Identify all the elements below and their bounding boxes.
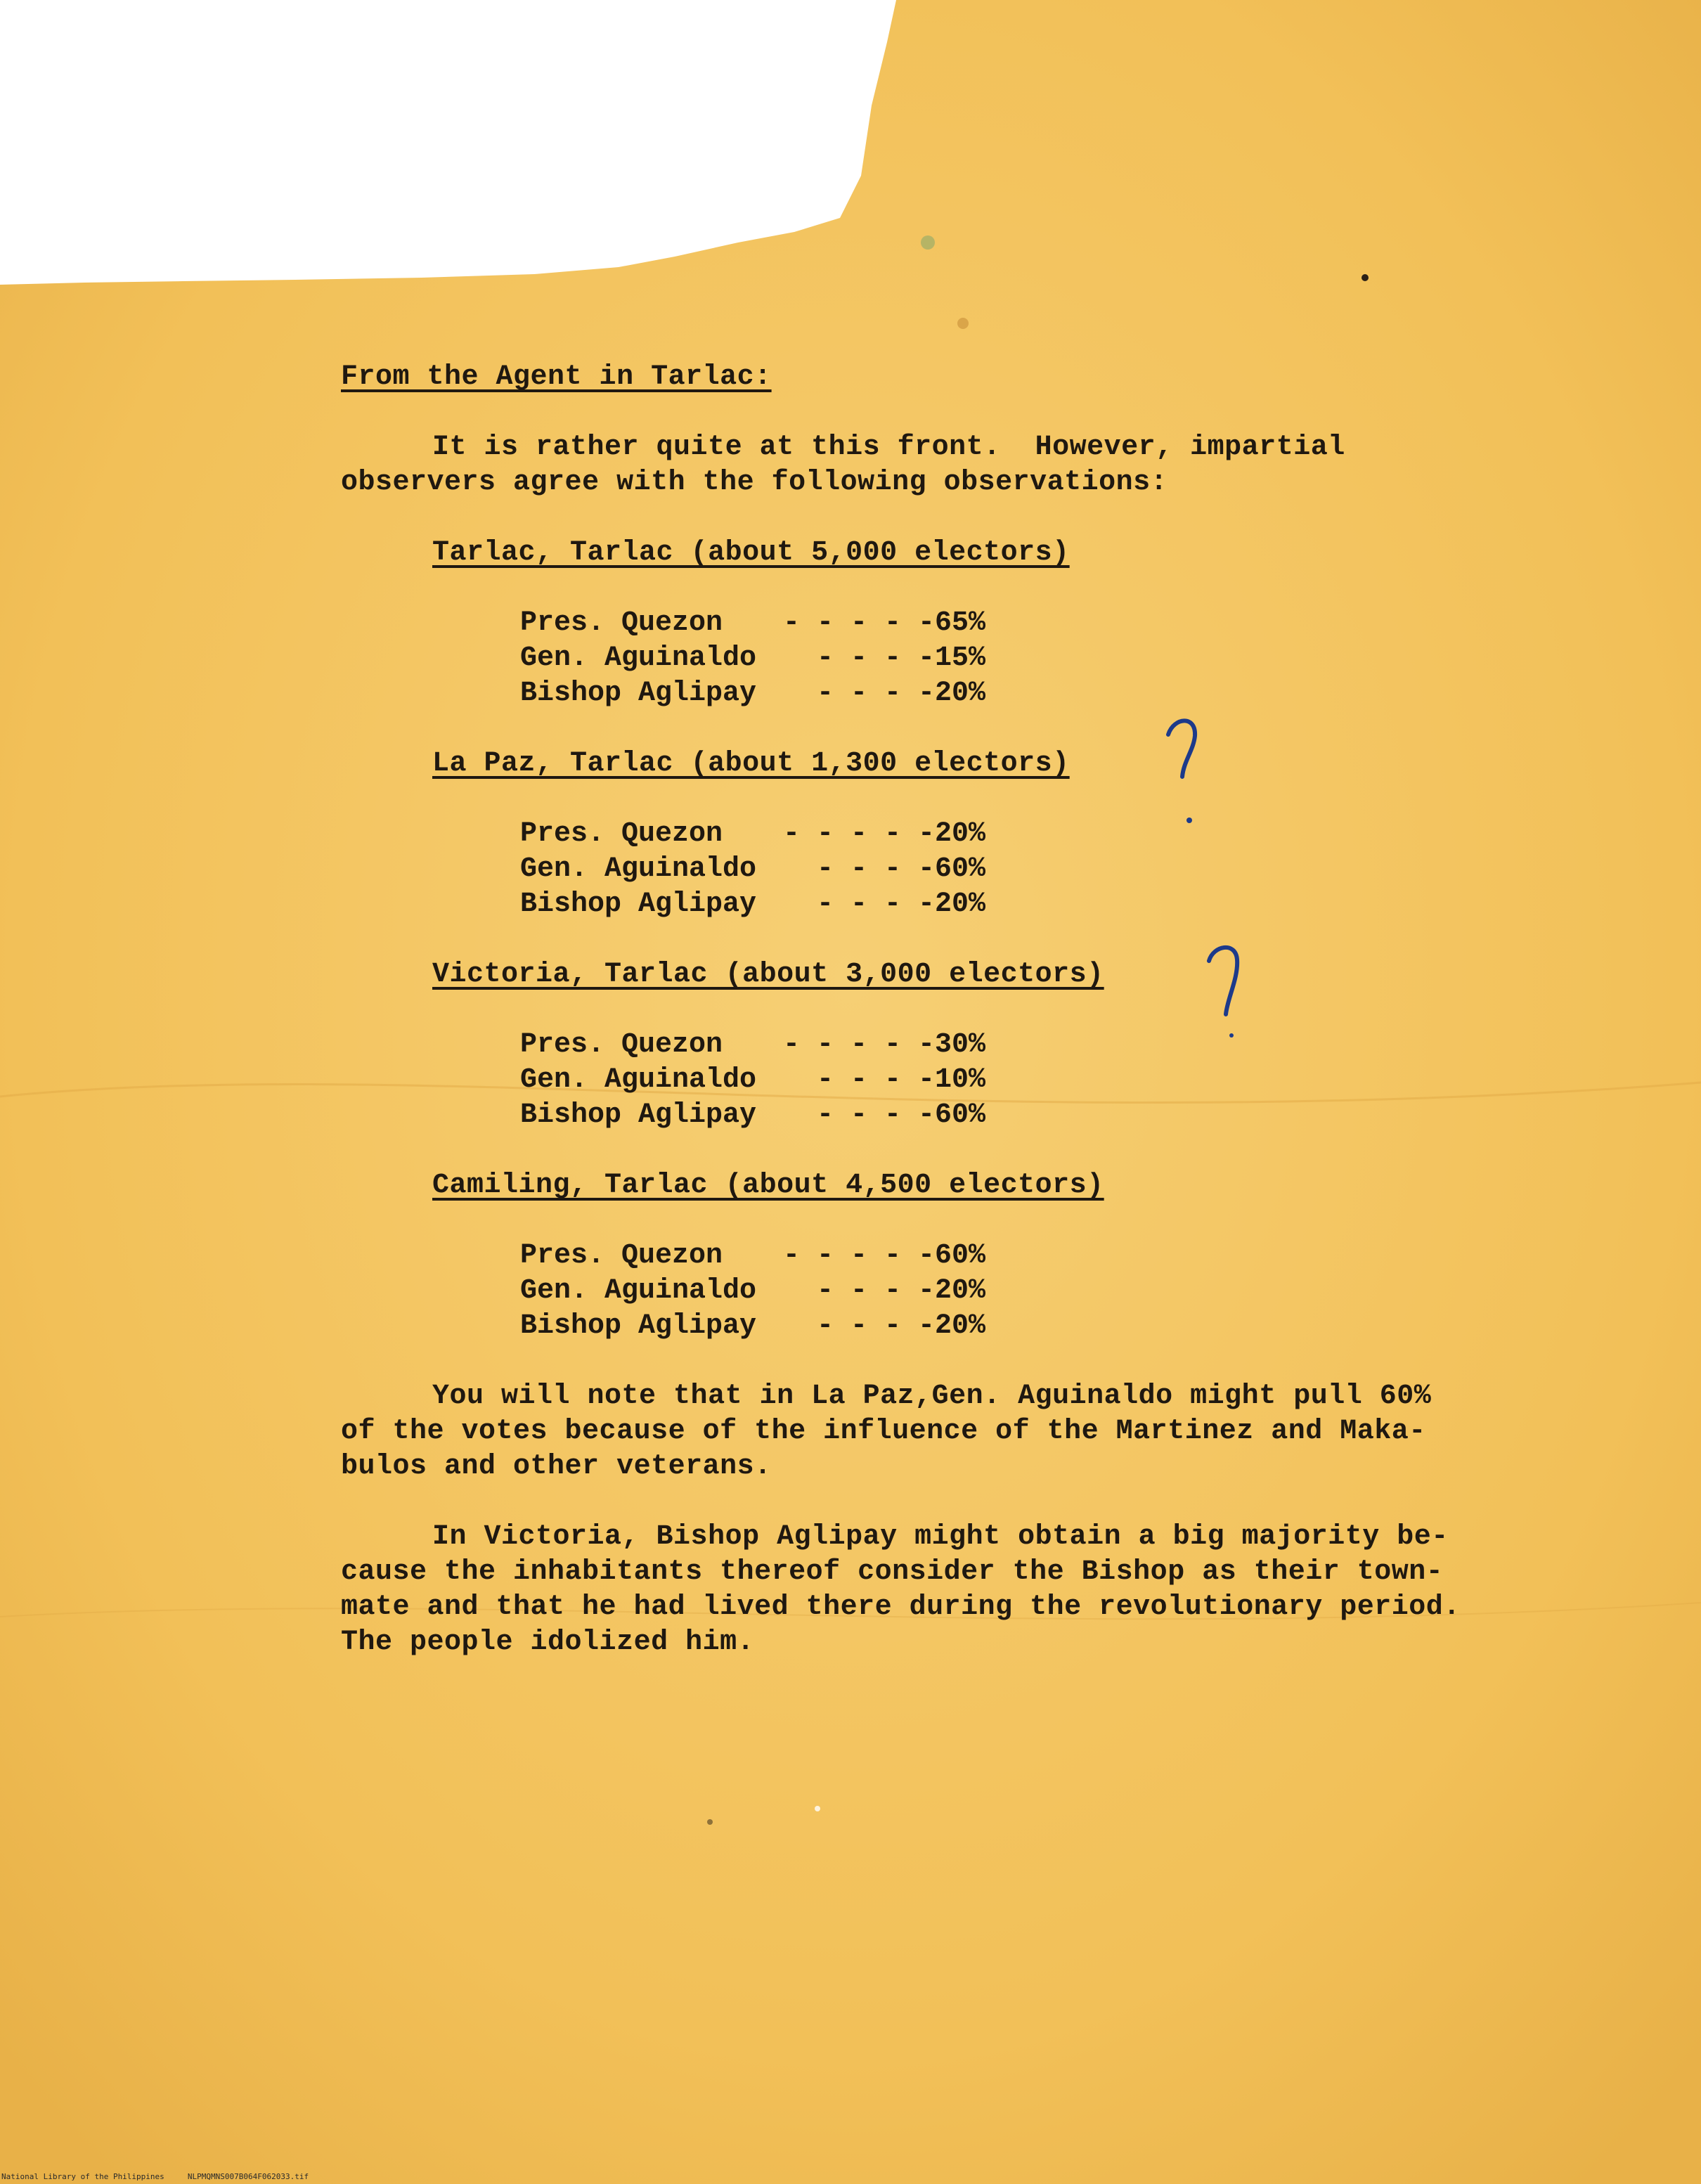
handwritten-question-mark-1 [1153, 706, 1216, 833]
para2-line-2: cause the inhabitants thereof consider the Bishop as their town- [341, 1556, 1444, 1588]
percentage: 60% [935, 853, 986, 885]
table-row [520, 606, 998, 641]
leader-dashes: - - - - [816, 889, 935, 920]
percentage: 20% [935, 1275, 986, 1307]
leader-dashes: - - - - - [782, 818, 935, 850]
pen-mark-icon [1195, 931, 1258, 1044]
candidate-name: Bishop Aglipay [520, 1310, 757, 1342]
table-row [520, 676, 998, 711]
table-row [520, 852, 998, 887]
para1-line-3: bulos and other veterans. [341, 1451, 772, 1482]
intro-line-1: It is rather quite at this front. However, impartial [432, 432, 1345, 463]
percentage: 20% [935, 678, 986, 709]
para1-line-1: You will note that in La Paz,Gen. Aguinaldo might pull 60% [432, 1381, 1432, 1412]
leader-dashes: - - - - [816, 853, 935, 885]
table-row [520, 1063, 998, 1098]
leader-dashes: - - - - [816, 678, 935, 709]
table-row [520, 641, 998, 676]
leader-dashes: - - - - - [782, 1240, 935, 1272]
candidate-name: Pres. Quezon [520, 607, 723, 639]
para2-line-4: The people idolized him. [341, 1627, 755, 1658]
candidate-name: Gen. Aguinaldo [520, 853, 757, 885]
section-title-la-paz: La Paz, Tarlac (about 1,300 electors) [432, 748, 1070, 780]
table-row [520, 1028, 998, 1063]
leader-dashes: - - - - [816, 1099, 935, 1131]
table-row [520, 1274, 998, 1309]
table-row [520, 887, 998, 922]
leader-dashes: - - - - - [782, 1029, 935, 1061]
candidate-name: Gen. Aguinaldo [520, 1064, 757, 1096]
percentage: 65% [935, 607, 986, 639]
heading: From the Agent in Tarlac: [341, 361, 772, 393]
section-title-tarlac: Tarlac, Tarlac (about 5,000 electors) [432, 537, 1070, 569]
candidate-name: Pres. Quezon [520, 818, 723, 850]
candidate-name: Bishop Aglipay [520, 1099, 757, 1131]
para2-line-1: In Victoria, Bishop Aglipay might obtain a big majority be- [432, 1521, 1449, 1553]
percentage: 20% [935, 1310, 986, 1342]
section-title-camiling: Camiling, Tarlac (about 4,500 electors) [432, 1170, 1104, 1201]
leader-dashes: - - - - [816, 642, 935, 674]
percentage: 30% [935, 1029, 986, 1061]
table-row [520, 817, 998, 852]
percentage: 60% [935, 1240, 986, 1272]
table-row [520, 1239, 998, 1274]
leader-dashes: - - - - [816, 1310, 935, 1342]
archive-footer: National Library of the Philippines NLPMQMNS007B064F062033.tif [1, 2172, 309, 2181]
candidate-name: Gen. Aguinaldo [520, 1275, 757, 1307]
candidate-name: Gen. Aguinaldo [520, 642, 757, 674]
percentage: 20% [935, 818, 986, 850]
candidate-name: Bishop Aglipay [520, 678, 757, 709]
pen-mark-icon [1153, 706, 1216, 833]
percentage: 60% [935, 1099, 986, 1131]
handwritten-question-mark-2 [1195, 931, 1258, 1044]
leader-dashes: - - - - - [782, 607, 935, 639]
percentage: 15% [935, 642, 986, 674]
section-title-victoria: Victoria, Tarlac (about 3,000 electors) [432, 959, 1104, 990]
leader-dashes: - - - - [816, 1064, 935, 1096]
percentage: 10% [935, 1064, 986, 1096]
candidate-name: Pres. Quezon [520, 1029, 723, 1061]
leader-dashes: - - - - [816, 1275, 935, 1307]
para2-line-3: mate and that he had lived there during the revolutionary period. [341, 1591, 1461, 1623]
percentage: 20% [935, 889, 986, 920]
candidate-name: Bishop Aglipay [520, 889, 757, 920]
para1-line-2: of the votes because of the influence of the Martinez and Maka- [341, 1416, 1426, 1447]
candidate-name: Pres. Quezon [520, 1240, 723, 1272]
intro-line-2: observers agree with the following observations: [341, 467, 1168, 498]
table-row [520, 1309, 998, 1344]
table-row [520, 1098, 998, 1133]
